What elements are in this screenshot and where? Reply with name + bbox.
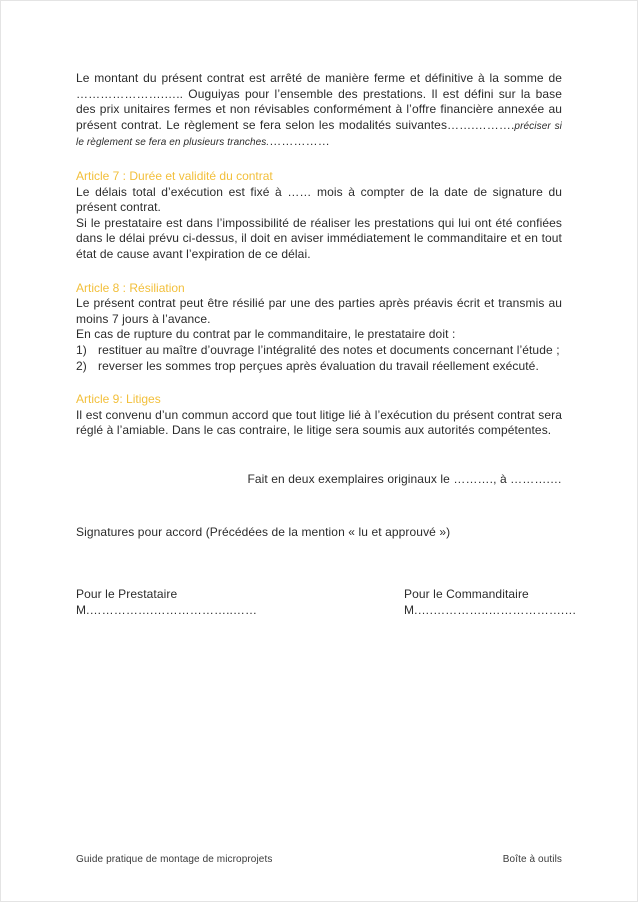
signature-block-commanditaire [404,587,577,618]
article-8-heading: Article 8 : Résiliation [76,280,185,295]
signature-block-prestataire [76,587,257,618]
page-footer [76,854,562,865]
article-8-list [76,343,562,374]
list-item [76,359,562,375]
list-item-text: restituer au maître d’ouvrage l’intégralité des notes et documents concernant l’étude ; [98,342,560,357]
signature-title: Pour le Commanditaire [404,587,529,602]
footer-left-text: Guide pratique de montage de microprojets [76,854,273,865]
signature-title: Pour le Prestataire [76,587,178,602]
page-content [1,1,637,618]
footer-right-text: Boîte à outils [502,854,562,865]
list-item-number: 2) [76,358,87,373]
intro-text-trailing: …………… [269,134,330,149]
signature-line: M.…………….………………..…… [76,602,258,617]
article-9-paragraph-1: Il est convenu d’un commun accord que tout litige lié à l’exécution du présent contrat sera réglé à l’amiable. Dans le cas contraire, le litige sera soumis aux autorités compétentes. [76,407,562,438]
intro-note-italic: préciser si le règlement se fera en plusieurs tranches. [76,120,562,149]
list-item [76,343,562,359]
signature-line: M.….…………..……………….… [404,602,577,617]
article-7-paragraph-1: Le délais total d’exécution est fixé à …… mois à compter de la date de signature du présent contrat. [76,184,562,215]
article-8-paragraph-1: Le présent contrat peut être résilié par une des parties après préavis écrit et transmis au moins 7 jours à l’avance. [76,296,562,326]
closing-line: Fait en deux exemplaires originaux le ………., à ……….… [247,471,562,486]
intro-paragraph [76,71,562,151]
list-item-number: 1) [76,342,87,357]
signature-intro: Signatures pour accord (Précédées de la mention « lu et approuvé ») [76,525,451,540]
signature-row [76,587,577,618]
article-9-heading: Article 9: Litiges [76,392,161,407]
list-item-text: reverser les sommes trop perçues après évaluation du travail réellement exécuté. [98,358,539,373]
article-8-paragraph-2: En cas de rupture du contrat par le commanditaire, le prestataire doit : [76,327,456,342]
article-7-paragraph-2: Si le prestataire est dans l’impossibilité de réaliser les prestations qui lui ont été confiées dans le délai prévu ci-dessus, il doit en aviser immédiatement le commanditaire et en tout état de cause avant l’expiration de ce délai. [76,215,562,261]
intro-text: Le montant du présent contrat est arrêté de manière ferme et définitive à la somme de ………………….….. Ouguiyas pour l’ensemble des prestations. Il est défini sur la base des prix unitaires fermes et non révisables conformément à l’offre financière annexée au présent contrat. Le règlement se fera selon les modalités suivantes…….………. [76,71,562,132]
article-7-heading: Article 7 : Durée et validité du contrat [76,168,273,183]
